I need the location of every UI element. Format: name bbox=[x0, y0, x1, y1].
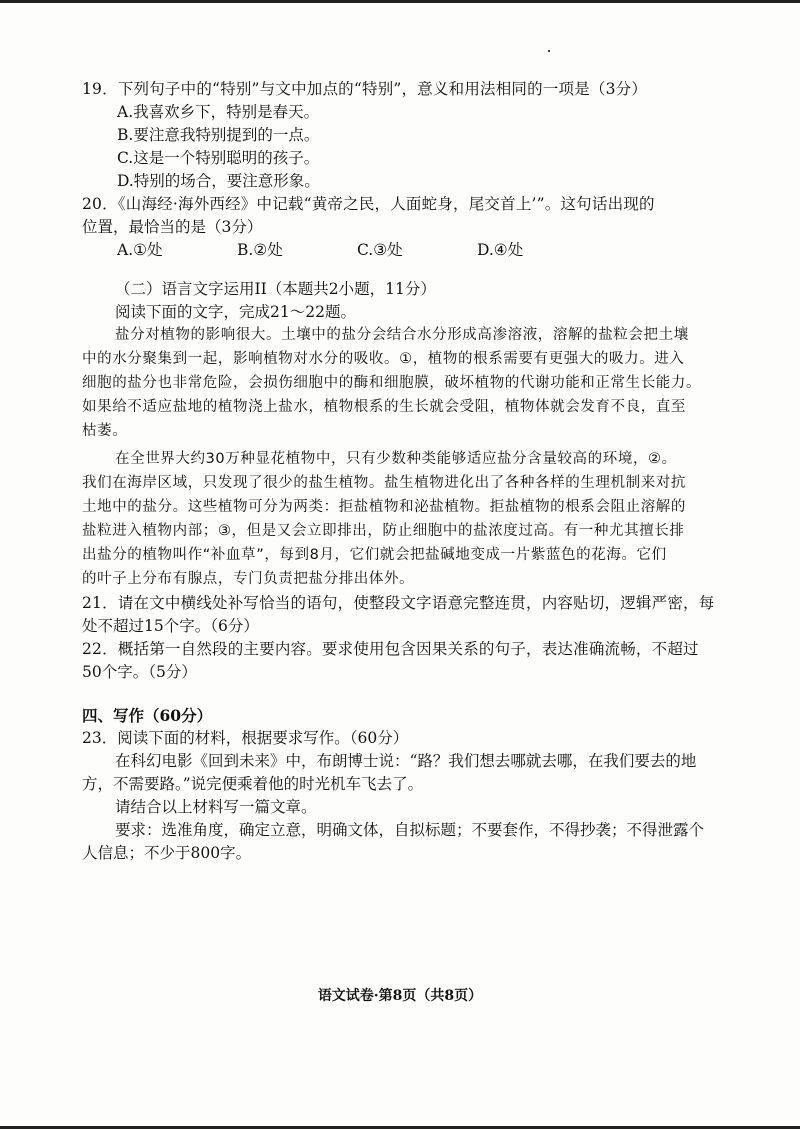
q20-option-d: D.④处 bbox=[477, 241, 524, 259]
q23-material-line1: 在科幻电影《回到未来》中，布朗博士说：“路？我们想去哪就去哪，在我们要去的地 bbox=[115, 752, 697, 770]
exam-page bbox=[82, 78, 782, 865]
bottom-border bbox=[0, 1126, 800, 1129]
spacer bbox=[82, 684, 782, 704]
q23-prompt: 请结合以上材料写一篇文章。 bbox=[115, 798, 317, 816]
q21-line1: 21．请在文中横线处补写恰当的语句，使整段文字语意完整连贯，内容贴切，逻辑严密，每 bbox=[82, 594, 715, 612]
passage-line: 枯萎。 bbox=[82, 423, 128, 439]
q23-requirements-line1: 要求：选准角度，确定立意，明确文体，自拟标题；不要套作，不得抄袭；不得泄露个 bbox=[115, 821, 705, 839]
q21-line2: 处不超过15个字。（6分） bbox=[82, 617, 259, 635]
q20-options bbox=[82, 239, 782, 262]
q19-option-c: C.这是一个特别聪明的孩子。 bbox=[117, 149, 320, 167]
passage-line: 细胞的盐分也非常危险，会损伤细胞中的酶和细胞膜，破坏植物的代谢功能和正常生长能力。 bbox=[82, 375, 702, 391]
passage-line: 中的水分聚集到一起，影响植物对水分的吸收。①，植物的根系需要有更强大的吸力。进入 bbox=[82, 351, 685, 367]
q22-line1: 22．概括第一自然段的主要内容。要求使用包含因果关系的句子，表达准确流畅，不超过 bbox=[82, 640, 699, 658]
q23-requirements-line2: 人信息；不少于800字。 bbox=[82, 844, 252, 862]
passage-line: 出盐分的植物叫作“补血草”，每到8月，它们就会把盐碱地变成一片紫蓝色的花海。它们 bbox=[82, 547, 667, 563]
section4-title: 四、写作（60分） bbox=[82, 706, 213, 725]
section2-instruction: 阅读下面的文字，完成21～22题。 bbox=[115, 303, 356, 321]
passage-line: 我们在海岸区域，只发现了很少的盐生植物。盐生植物进化出了各种各样的生理机制来对抗 bbox=[82, 475, 686, 491]
q19-stem: 19．下列句子中的“特别”与文中加点的“特别”，意义和用法相同的一项是（3分） bbox=[82, 80, 648, 98]
q20-option-b: B.②处 bbox=[237, 241, 283, 259]
q20-option-a: A.①处 bbox=[117, 241, 163, 259]
q20-stem-line2: 位置，最恰当的是（3分） bbox=[82, 218, 263, 236]
passage-line: 盐粒进入植物内部；③，但是又会立即排出，防止细胞中的盐浓度过高。有一种尤其擅长排 bbox=[82, 523, 685, 539]
section2-title: （二）语言文字运用II（本题共2小题，11分） bbox=[115, 280, 436, 298]
q20-stem-line1: 20．《山海经·海外西经》中记载“黄帝之民，人面蛇身，尾交首上’”。这句话出现的 bbox=[82, 195, 655, 213]
passage-line: 如果给不适应盐地的植物浇上盐水，植物根系的生长就会受阻，植物体就会发育不良，直至 bbox=[82, 399, 686, 415]
q19-option-b: B.要注意我特别提到的一点。 bbox=[117, 126, 320, 144]
passage-line: 土地中的盐分。这些植物可分为两类：拒盐植物和泌盐植物。拒盐植物的根系会阻止溶解的 bbox=[82, 499, 686, 515]
passage-line: 的叶子上分布有腺点，专门负责把盐分排出体外。 bbox=[82, 571, 415, 587]
q20-option-c: C.③处 bbox=[357, 241, 403, 259]
page-footer: 语文试卷·第8页（共8页） bbox=[317, 988, 483, 1004]
passage-paragraph-1 bbox=[82, 324, 782, 444]
top-border bbox=[0, 0, 800, 3]
q19-option-d: D.特别的场合，要注意形象。 bbox=[117, 172, 320, 190]
passage-line: 盐分对植物的影响很大。土壤中的盐分会结合水分形成高渗溶液，溶解的盐粒会把土壤 bbox=[115, 327, 689, 343]
scan-dot bbox=[548, 50, 550, 52]
q23-material-line2: 方，不需要路。”说完便乘着他的时光机车飞去了。 bbox=[82, 775, 424, 793]
passage-paragraph-2 bbox=[82, 448, 782, 592]
q23-stem: 23．阅读下面的材料，根据要求写作。（60分） bbox=[82, 729, 409, 747]
q22-line2: 50个字。（5分） bbox=[82, 663, 197, 681]
passage-line: 在全世界大约30万种显花植物中，只有少数种类能够适应盐分含量较高的环境，②。 bbox=[115, 451, 677, 467]
q19-option-a: A.我喜欢乡下，特别是春天。 bbox=[117, 103, 320, 121]
